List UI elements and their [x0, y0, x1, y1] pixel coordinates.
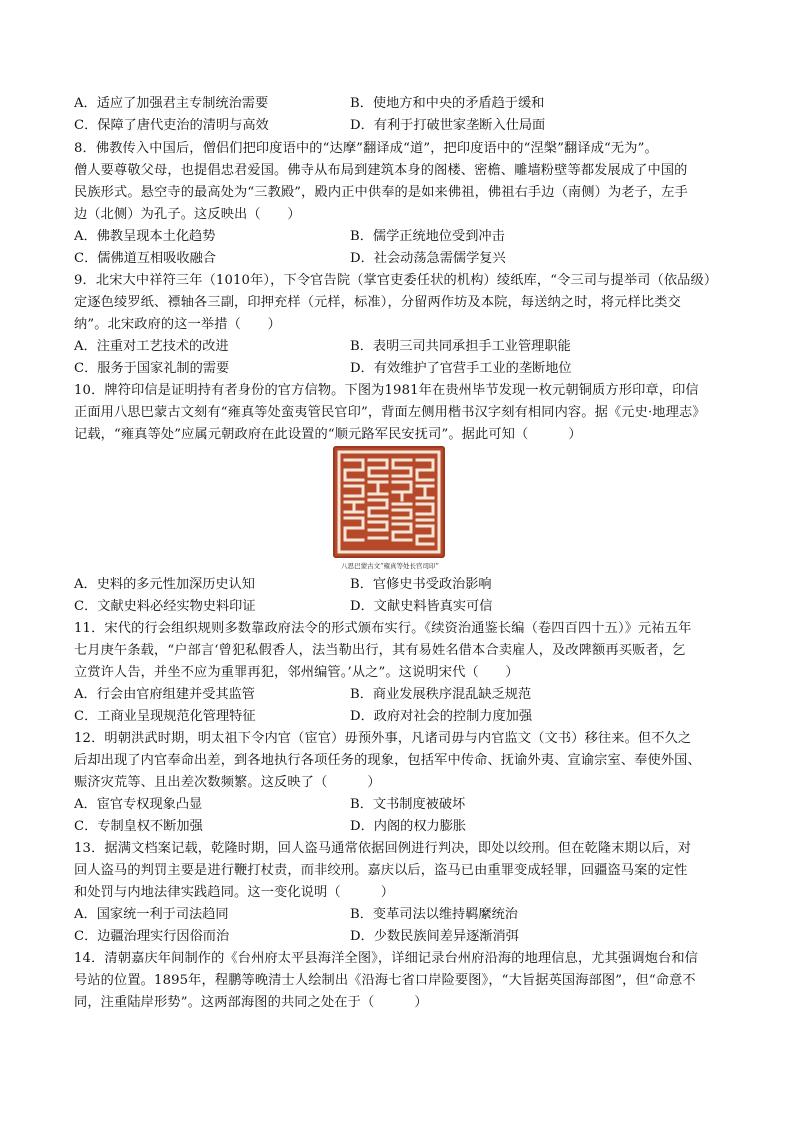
q10-stem-line-1: 10．牌符印信是证明持有者身份的官方信物。下图为1981年在贵州毕节发现一枚元朝铜质方形印章，印信	[74, 383, 699, 398]
q10-option-d[interactable]: D．文献史料皆真实可信	[350, 599, 493, 614]
q12-option-d[interactable]: D．内阁的权力膨胀	[350, 819, 467, 834]
q8-option-c[interactable]: C．儒佛道互相吸收融合	[74, 251, 216, 266]
q7-option-d[interactable]: D．有利于打破世家垄断入仕局面	[350, 118, 546, 133]
q8-stem-line-3: 民族形式。悬空寺的最高处为“三教殿”，殿内正中供奉的是如来佛祖，佛祖右手边（南侧）为老子，左手	[74, 185, 688, 200]
q8-option-b[interactable]: B．儒学正统地位受到冲击	[350, 229, 505, 244]
q9-option-b[interactable]: B．表明三司共同承担手工业管理职能	[350, 339, 571, 354]
q11-option-c[interactable]: C．工商业呈现规范化管理特征	[74, 709, 256, 724]
q12-stem-line-1: 12．明朝洪武时期，明太祖下令内官（宦官）毋预外事，凡诸司毋与内官监文（文书）移往来。但不久之	[74, 731, 692, 746]
q9-stem-line-1: 9．北宋大中祥符三年（1010年），下令官告院（掌官吏委任状的机构）绫纸库，“令三司与提举司（依品级）	[74, 273, 718, 288]
q7-option-c[interactable]: C．保障了唐代吏治的清明与高效	[74, 118, 269, 133]
q13-option-d[interactable]: D．少数民族间差异逐渐消弭	[350, 929, 519, 944]
q7-option-b[interactable]: B．使地方和中央的矛盾趋于缓和	[350, 96, 545, 111]
q11-stem-line-2: 七月庚午条载，“户部言‘曾犯私假香人，法当勒出行，其有易姓名借本合卖雇人，及改陴额再买贩者，乞	[74, 643, 686, 658]
q9-option-a[interactable]: A．注重对工艺技术的改进	[74, 339, 229, 354]
q11-option-d[interactable]: D．政府对社会的控制力度加强	[350, 709, 533, 724]
q9-option-d[interactable]: D．有效维护了官营手工业的垄断地位	[350, 361, 572, 376]
q8-stem-line-4: 边（北侧）为孔子。这反映出（ ）	[74, 207, 301, 222]
q12-option-b[interactable]: B．文书制度被破坏	[350, 797, 466, 812]
q7-option-a[interactable]: A．适应了加强君主专制统治需要	[74, 96, 269, 111]
q11-option-b[interactable]: B．商业发展秩序混乱缺乏规范	[350, 687, 532, 702]
q8-option-a[interactable]: A．佛教呈现本土化趋势	[74, 229, 216, 244]
q13-option-b[interactable]: B．变革司法以维持羁縻统治	[350, 907, 518, 922]
q14-stem-line-3: 同，注重陆岸形势”。这两部海图的共同之处在于（ ）	[74, 995, 428, 1010]
q14-stem-line-1: 14．清朝嘉庆年间制作的《台州府太平县海洋全图》，详细记录台州府沿海的地理信息，尤其强调炮台和信	[74, 951, 699, 966]
q11-option-a[interactable]: A．行会由官府组建并受其监管	[74, 687, 255, 702]
q11-stem-line-3: 立赏许人告，并坐不应为重罪再犯，邻州编管。’从之”。这说明宋代（ ）	[74, 665, 519, 680]
q13-stem-line-3: 和处罚与内地法律实践趋同。这一变化说明（ ）	[74, 885, 395, 900]
seal-caption: 八思巴蒙古文“雍真等处长官司印”	[341, 562, 439, 570]
q10-option-c[interactable]: C．文献史料必经实物史料印证	[74, 599, 256, 614]
q12-stem-line-2: 后却出现了内官奉命出差，到各地执行各项任务的现象，包括军中传命、抚谕外夷、宣谕宗室、奉使外国、	[74, 753, 701, 768]
q12-option-a[interactable]: A．宦官专权现象凸显	[74, 797, 203, 812]
q13-stem-line-2: 回人盗马的判罚主要是进行鞭打杖责，而非绞刑。嘉庆以后，盗马已由重罪变成轻罪，回疆盗马案的定性	[74, 863, 688, 878]
q8-option-d[interactable]: D．社会动荡急需儒学复兴	[350, 251, 506, 266]
q9-stem-line-3: 纳”。北宋政府的这一举措（ ）	[74, 317, 281, 332]
q11-stem-line-1: 11．宋代的行会组织规则多数靠政府法令的形式颁布实行。《续资治通鉴长编（卷四百四十五）》元祐五年	[74, 621, 692, 636]
q10-option-b[interactable]: B．官修史书受政治影响	[350, 577, 492, 592]
q9-option-c[interactable]: C．服务于国家礼制的需要	[74, 361, 230, 376]
q8-stem-line-2: 僧人要尊敬父母，也提倡忠君爱国。佛寺从布局到建筑本身的阁楼、密檐、雕墙粉壁等都发展成了中国的	[74, 163, 688, 178]
seal-glyphs	[333, 446, 445, 558]
q8-stem-line-1: 8．佛教传入中国后，僧侣们把印度语中的“达摩”翻译成“道”，把印度语中的“涅槃”翻译成“无为”。	[74, 141, 658, 156]
q10-option-a[interactable]: A．史料的多元性加深历史认知	[74, 577, 255, 592]
q13-option-c[interactable]: C．边疆治理实行因俗而治	[74, 929, 230, 944]
q14-stem-line-2: 号站的位置。1895年，程鹏等晚清士人绘制出《沿海七省口岸险要图》，“大旨据英国海部图”，但“命意不	[74, 973, 696, 988]
q13-option-a[interactable]: A．国家统一利于司法趋同	[74, 907, 229, 922]
q10-stem-line-2: 正面用八思巴蒙古文刻有“雍真等处蛮夷管民官印”，背面左侧用楷书汉字刻有相同内容。据《元史·地理志》	[74, 405, 706, 420]
seal-image	[333, 446, 445, 558]
seal-figure	[333, 446, 447, 570]
q9-stem-line-2: 定逐色绫罗纸、褾轴各三副，印押充样（元样，标准），分留两作坊及本院，每送纳之时，将元样比类交	[74, 295, 681, 310]
q12-option-c[interactable]: C．专制皇权不断加强	[74, 819, 203, 834]
q12-stem-line-3: 赈济灾荒等、且出差次数频繁。这反映了（ ）	[74, 775, 381, 790]
q10-stem-line-3: 记载，“雍真等处”应属元朝政府在此设置的“顺元路军民安抚司”。据此可知（ ）	[74, 427, 582, 442]
q13-stem-line-1: 13．据满文档案记载，乾隆时期，回人盗马通常依据回例进行判决，即处以绞刑。但在乾隆末期以后，对	[74, 841, 692, 856]
